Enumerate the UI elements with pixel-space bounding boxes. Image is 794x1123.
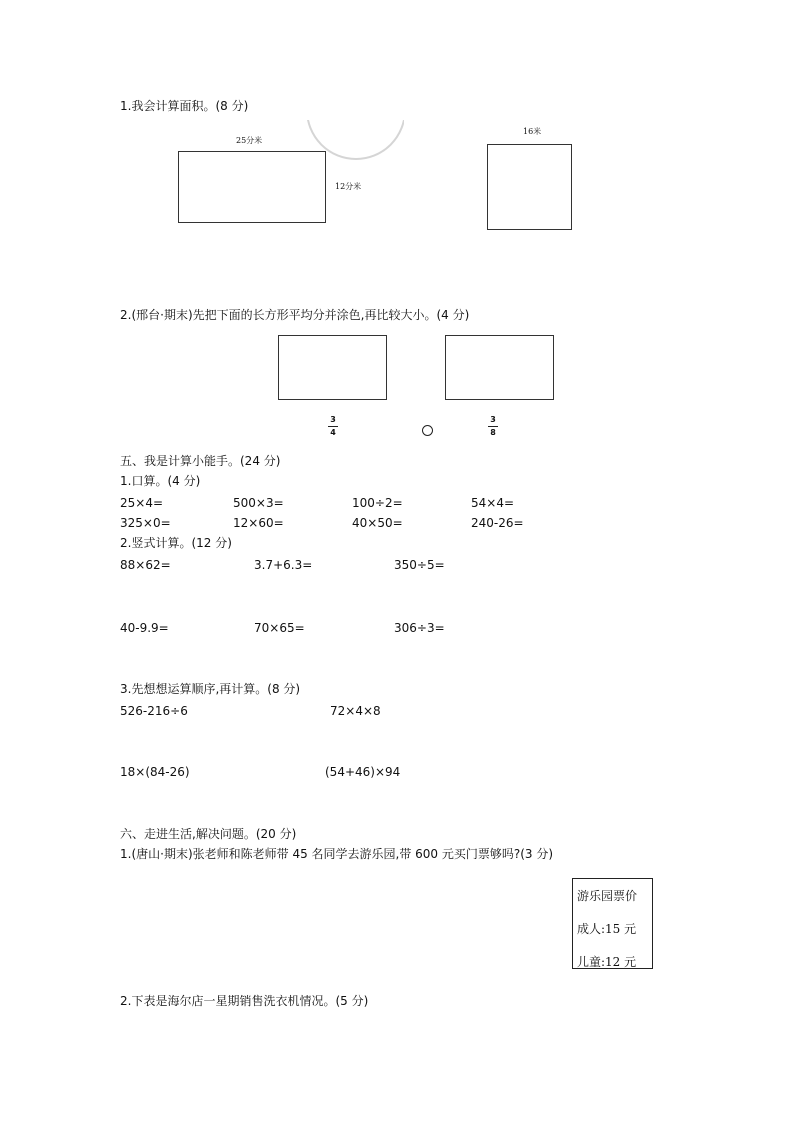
washing-machine-question: 2.下表是海尔店一星期销售洗衣机情况。(5 分) <box>120 994 369 1008</box>
rect-width-label: 25分米 <box>236 136 263 145</box>
mental-math-item: 100÷2= <box>352 496 403 510</box>
mental-math-item: 25×4= <box>120 496 164 510</box>
order-calc-item: 526-216÷6 <box>120 704 188 718</box>
fraction-left-numerator: 3 <box>330 415 336 424</box>
rectangle-figure <box>178 151 326 223</box>
mental-math-item: 240-26= <box>471 516 524 530</box>
order-calc-item: (54+46)×94 <box>325 765 401 779</box>
fraction-left <box>328 416 338 437</box>
fraction-right <box>488 416 498 437</box>
compare-circle[interactable] <box>422 425 433 436</box>
mental-math-title: 1.口算。(4 分) <box>120 474 201 488</box>
fraction-right-denominator: 8 <box>490 428 496 437</box>
mental-math-item: 40×50= <box>352 516 403 530</box>
vertical-calc-item: 3.7+6.3= <box>254 558 313 572</box>
mental-math-item: 325×0= <box>120 516 171 530</box>
order-calc-item: 18×(84-26) <box>120 765 190 779</box>
vertical-calc-item: 70×65= <box>254 621 305 635</box>
ticket-price-child: 儿童:12 元 <box>577 955 637 969</box>
amusement-park-question: 1.(唐山·期末)张老师和陈老师带 45 名同学去游乐园,带 600 元买门票够吗?(3 分) <box>120 847 554 861</box>
ticket-price-adult: 成人:15 元 <box>577 922 637 936</box>
vertical-calc-item: 88×62= <box>120 558 171 572</box>
ticket-price-box <box>572 878 653 969</box>
vertical-calc-item: 306÷3= <box>394 621 445 635</box>
mental-math-item: 54×4= <box>471 496 515 510</box>
q2-fraction-title: 2.(邢台·期末)先把下面的长方形平均分并涂色,再比较大小。(4 分) <box>120 308 470 322</box>
fraction-right-numerator: 3 <box>490 415 496 424</box>
square-side-label: 16米 <box>523 127 542 136</box>
rect-height-label: 12分米 <box>335 182 362 191</box>
rectangle-left <box>278 335 387 400</box>
q1-area-title: 1.我会计算面积。(8 分) <box>120 99 249 113</box>
ticket-price-heading: 游乐园票价 <box>577 889 638 903</box>
vertical-calc-item: 350÷5= <box>394 558 445 572</box>
square-figure <box>487 144 572 230</box>
rectangle-right <box>445 335 554 400</box>
section5-title: 五、我是计算小能手。(24 分) <box>120 454 281 468</box>
vertical-calc-title: 2.竖式计算。(12 分) <box>120 536 232 550</box>
vertical-calc-item: 40-9.9= <box>120 621 169 635</box>
order-calc-title: 3.先想想运算顺序,再计算。(8 分) <box>120 682 301 696</box>
fraction-left-denominator: 4 <box>330 428 336 437</box>
mental-math-item: 500×3= <box>233 496 284 510</box>
section6-title: 六、走进生活,解决问题。(20 分) <box>120 827 297 841</box>
order-calc-item: 72×4×8 <box>330 704 381 718</box>
mental-math-item: 12×60= <box>233 516 284 530</box>
